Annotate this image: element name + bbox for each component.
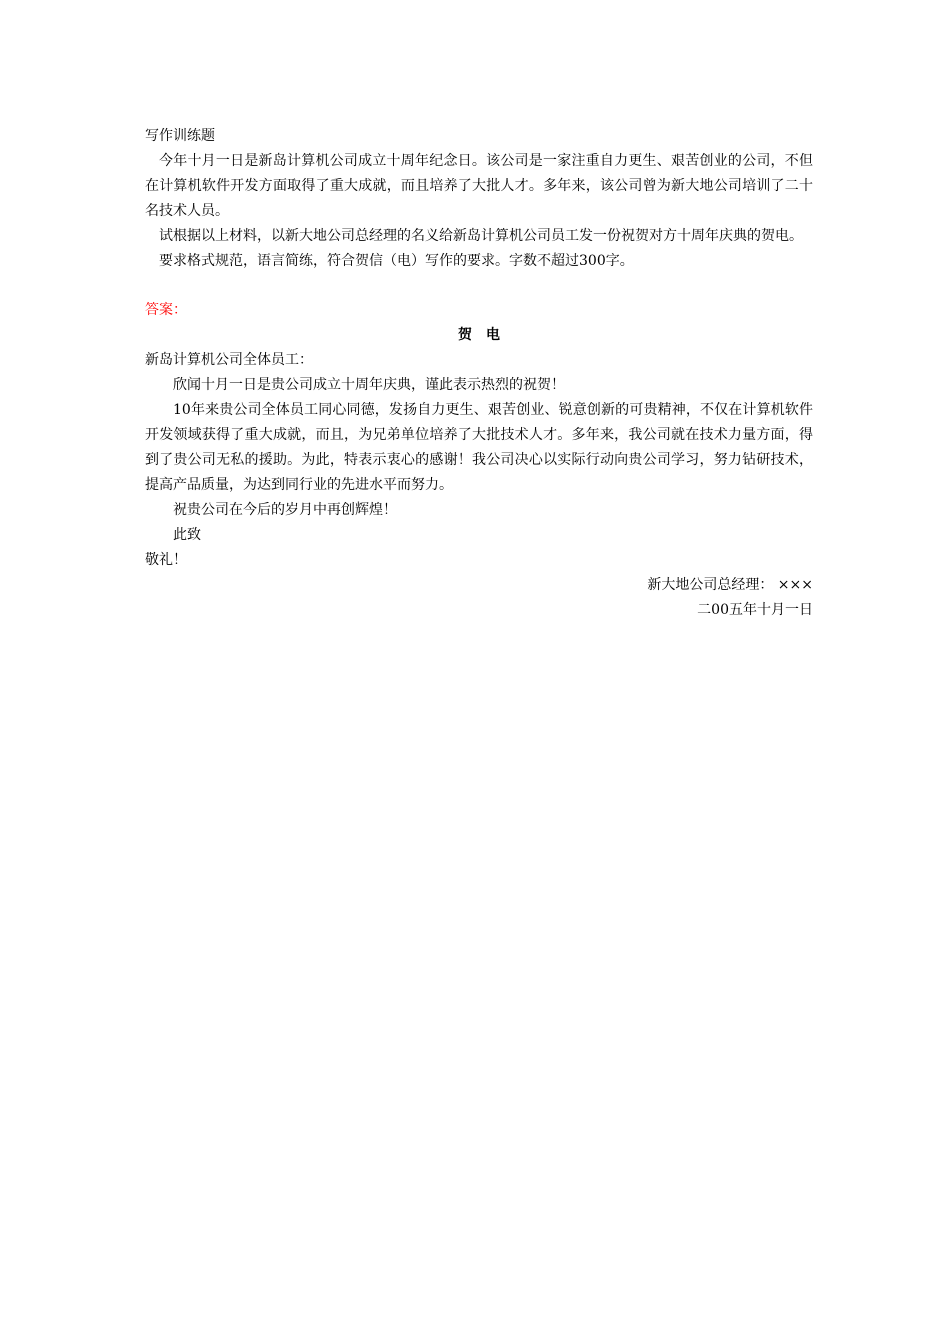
question-paragraph-1: 今年十月一日是新岛计算机公司成立十周年纪念日。该公司是一家注重自力更生、艰苦创业的公司，不但在计算机软件开发方面取得了重大成就，而且培养了大批人才。多年来，该公司曾为新大地公司培训了二十名技术人员。 — [145, 153, 813, 219]
closing-line-1: 此致 — [173, 527, 201, 543]
salutation: 新岛计算机公司全体员工： — [145, 352, 313, 368]
answer-section — [145, 298, 813, 623]
question-section — [145, 124, 813, 274]
body-paragraph-2: 10年来贵公司全体员工同心同德，发扬自力更生、艰苦创业、锐意创新的可贵精神，不仅在计算机软件开发领域获得了重大成就，而且，为兄弟单位培养了大批技术人才。多年来，我公司就在技术力量方面，得到了贵公司无私的援助。为此，特表示衷心的感谢！我公司决心以实际行动向贵公司学习，努力钻研技术，提高产品质量，为达到同行业的先进水平而努力。 — [145, 402, 813, 493]
closing-line-2: 敬礼！ — [145, 552, 187, 568]
question-paragraph-3: 要求格式规范，语言简练，符合贺信（电）写作的要求。字数不超过300字。 — [159, 253, 634, 269]
signature: 新大地公司总经理： ××× — [647, 577, 813, 593]
question-paragraph-2: 试根据以上材料，以新大地公司总经理的名义给新岛计算机公司员工发一份祝贺对方十周年庆典的贺电。 — [159, 228, 803, 244]
answer-label: 答案： — [145, 302, 187, 318]
body-paragraph-1: 欣闻十月一日是贵公司成立十周年庆典，谨此表示热烈的祝贺！ — [173, 377, 565, 393]
telegram-title: 贺电 — [458, 327, 514, 343]
body-paragraph-3: 祝贵公司在今后的岁月中再创辉煌！ — [173, 502, 397, 518]
date: 二00五年十月一日 — [697, 602, 813, 618]
question-heading: 写作训练题 — [145, 128, 215, 144]
